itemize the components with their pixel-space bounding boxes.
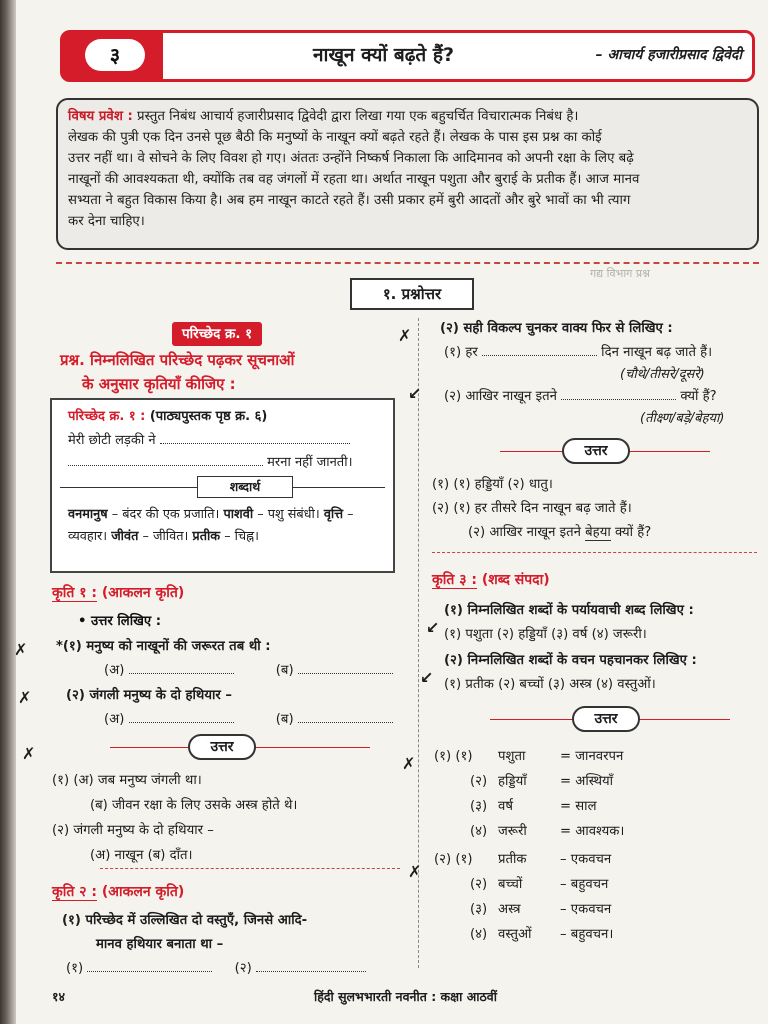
synonym-word: हड्डियाँ — [498, 774, 527, 789]
chapter-author: – आचार्य हजारीप्रसाद द्विवेदी — [595, 47, 742, 63]
mcq-q2-start: (२) आखिर नाखून इतने — [444, 389, 557, 404]
glossary-meaning: – व्यवहार। — [68, 507, 354, 544]
passage-heading-label: परिच्छेद क्र. १ : — [68, 409, 146, 424]
kriti-1-answer-1b: (ब) जीवन रक्षा के लिए उसके अस्त्र होते थे। — [90, 798, 298, 813]
kriti-1-q2: (२) जंगली मनुष्य के दो हथियार – — [66, 688, 233, 703]
vachan-number: (४) — [470, 927, 488, 942]
book-spine — [0, 0, 16, 1024]
glossary — [68, 504, 390, 547]
intro-line: कर देना चाहिए। — [68, 214, 145, 229]
mcq-q1-options: (चौथे/तीसरे/दूसरे) — [620, 367, 705, 382]
kriti-3-q2-words: (१) प्रतीक (२) बच्चों (३) अस्त्र (४) वस्तुओं। — [444, 677, 656, 692]
glossary-term: वनमानुष — [68, 507, 108, 522]
synonym-row — [434, 821, 624, 839]
kriti-divider — [100, 868, 400, 869]
kriti-1-answer-1: (१) (अ) जब मनुष्य जंगली था। — [52, 773, 202, 788]
answer-line-3-end: क्यों हैं? — [610, 525, 652, 540]
answer-label: उत्तर — [562, 438, 630, 464]
vachan-answer: – बहुवचन — [560, 877, 609, 892]
answer-label: उत्तर — [188, 734, 256, 760]
page-number: १४ — [52, 989, 66, 1004]
passage-box — [50, 398, 395, 573]
chapter-header — [60, 30, 755, 82]
kriti-2-label: कृति २ : — [52, 884, 97, 900]
vachan-number: (२) — [470, 877, 488, 892]
blank-label-1: (१) — [66, 961, 84, 976]
synonym-answer: = जानवरपन — [560, 749, 624, 764]
answer-blank — [256, 960, 366, 972]
glossary-term: पाशवी — [223, 507, 254, 522]
pen-tick-mark: ✗ — [408, 862, 422, 881]
glossary-meaning: – चिह्न। — [220, 528, 259, 544]
kriti-2-heading — [52, 882, 184, 901]
vachan-answer: – एकवचन — [560, 852, 612, 867]
mcq-q1-start: (१) हर — [444, 345, 478, 360]
vachan-word: अस्त्र — [498, 902, 521, 917]
synonym-word: पशुता — [498, 749, 526, 764]
vachan-number: (३) — [470, 902, 488, 917]
answer-blank — [87, 960, 212, 972]
pen-tick-mark: ↙ — [408, 384, 422, 403]
kriti-3-q1: (१) निम्नलिखित शब्दों के पर्यायवाची शब्द लिखिए : — [444, 603, 694, 618]
glossary-term: वृत्ति — [323, 507, 344, 522]
intro-lead: विषय प्रवेश : — [68, 109, 133, 124]
pen-tick-mark: ✗ — [18, 688, 32, 707]
kriti-3-label: कृति ३ : — [432, 572, 477, 588]
section-divider — [56, 262, 759, 264]
kriti-1-q1: *(१) मनुष्य को नाखूनों की जरूरत तब थी : — [56, 639, 271, 654]
passage-line-2 — [68, 452, 353, 470]
vachan-row — [434, 849, 611, 867]
answer-blank — [298, 662, 393, 674]
synonym-answer: = आवश्यक। — [560, 824, 625, 839]
kriti-2-blanks — [66, 958, 366, 976]
vachan-word: प्रतीक — [498, 852, 527, 867]
intro-line: प्रस्तुत निबंध आचार्य हजारीप्रसाद द्विवेदी द्वारा लिखा गया एक बहुचर्चित विचारात्मक निबंध है। — [132, 109, 579, 124]
passage-line-2-text: मरना नहीं जानती। — [267, 455, 353, 470]
glossary-term: प्रतीक — [192, 528, 221, 544]
vachan-word: वस्तुओं — [498, 927, 532, 942]
kriti-divider — [432, 552, 757, 553]
answer-blank — [129, 662, 234, 674]
glossary-meaning: – पशु संबंधी। — [253, 507, 320, 522]
kriti-1-label: कृति १ : — [52, 585, 97, 601]
glossary-meaning: – बंदर की एक प्रजाति। — [107, 507, 220, 522]
intro-line: लेखक की पुत्री एक दिन उनसे पूछ बैठी कि मनुष्यों के नाखून क्यों बढ़ते रहते हैं। लेखक के पास इस प्रश्न का कोई — [68, 130, 602, 145]
glossary-tag: शब्दार्थ — [197, 476, 293, 498]
intro-line: नाखूनों की आवश्यकता थी, क्योंकि तब वह जंगलों में रहता था। अर्थात नाखून पशुता और बुराई के प्रतीक हैं। आज मानव — [68, 172, 640, 187]
blank-label-2: (२) — [234, 961, 252, 976]
answer-divider-3 — [490, 706, 730, 734]
synonym-word: वर्ष — [498, 799, 513, 814]
answer-blank — [129, 711, 234, 723]
vachan-word: बच्चों — [498, 877, 523, 892]
answer-blank — [561, 388, 676, 400]
vachan-answer: – बहुवचन। — [560, 927, 614, 942]
mcq-q2-end: क्यों हैं? — [680, 389, 717, 404]
vachan-number: (२) (१) — [434, 852, 473, 867]
kriti-2-q1b: मानव हथियार बनाता था – — [96, 937, 224, 952]
synonym-answer: = साल — [560, 799, 597, 814]
mcq-q1-end: दिन नाखून बढ़ जाते हैं। — [601, 345, 713, 360]
kriti-2-sub: (आकलन कृति) — [97, 884, 185, 900]
blank-label-a: (अ) — [104, 712, 125, 727]
answer-divider-1 — [110, 734, 370, 762]
kriti-1-sub: (आकलन कृति) — [97, 585, 185, 601]
mcq-heading: (२) सही विकल्प चुनकर वाक्य फिर से लिखिए : — [440, 321, 673, 336]
pen-tick-mark: ✗ — [14, 640, 28, 659]
answer-line-3 — [468, 522, 651, 540]
ellipsis-dots — [160, 432, 350, 444]
kriti-3-sub: (शब्द संपदा) — [477, 572, 550, 588]
kriti-3-q1-words: (१) पशुता (२) हड्डियाँ (३) वर्ष (४) जरूरी। — [444, 627, 647, 642]
answer-line-1: (१) (१) हड्डियाँ (२) धातु। — [432, 477, 553, 492]
passage-line-1-text: मेरी छोटी लड़की ने — [68, 433, 156, 448]
section-title: १. प्रश्नोत्तर — [350, 278, 474, 310]
kriti-1-q1-blanks — [104, 660, 393, 678]
chapter-number: ३ — [85, 39, 145, 71]
synonym-number: (२) — [470, 774, 488, 789]
passage-tag: परिच्छेद क्र. १ — [172, 322, 262, 346]
mcq-q1 — [444, 342, 712, 360]
passage-heading — [68, 406, 267, 424]
vachan-answer: – एकवचन — [560, 902, 612, 917]
answer-divider-2 — [500, 438, 710, 466]
intro-line: सभ्यता ने बहुत विकास किया है। अब हम नाखून काटते रहते हैं। उसी प्रकार हमें बुरी आदतों और बुरे भावों का भी त्याग — [68, 193, 631, 208]
pen-tick-mark: ↙ — [426, 618, 440, 637]
kriti-1-heading — [52, 583, 184, 602]
mcq-q2-options: (तीक्ष्ण/बड़े/बेहया) — [640, 411, 725, 426]
intro-box — [56, 98, 759, 250]
ellipsis-dots — [68, 454, 263, 466]
answer-label: उत्तर — [572, 706, 640, 732]
book-title: हिंदी सुलभभारती नवनीत : कक्षा आठवीं — [314, 989, 497, 1004]
answer-underlined: बेहया — [585, 525, 611, 540]
synonym-row — [434, 746, 623, 764]
kriti-1-answer-2: (२) जंगली मनुष्य के दो हथियार – — [52, 823, 214, 838]
chapter-title: नाखून क्यों बढ़ते हैं? — [313, 44, 454, 66]
glossary-term: जीवंत — [111, 528, 139, 544]
kriti-3-q2: (२) निम्नलिखित शब्दों के वचन पहचानकर लिखिए : — [444, 653, 697, 668]
synonym-number: (१) (१) — [434, 749, 473, 764]
vachan-row — [434, 899, 611, 917]
pen-tick-mark: ✗ — [402, 754, 416, 773]
kriti-2-q1: (१) परिच्छेद में उल्लिखित दो वस्तुएँ, जिनसे आदि- — [62, 913, 308, 928]
intro-line: उत्तर नहीं था। वे सोचने के लिए विवश हो गए। अंततः उन्होंने निष्कर्ष निकाला कि आदिमानव को अपनी रक्षा के लिए बढ़े — [68, 151, 634, 166]
pen-tick-mark: ↙ — [420, 668, 434, 687]
answer-line-2: (२) (१) हर तीसरे दिन नाखून बढ़ जाते हैं। — [432, 501, 632, 516]
vachan-row — [434, 874, 608, 892]
synonym-number: (३) — [470, 799, 488, 814]
synonym-answer: = अस्थियाँ — [560, 774, 614, 789]
answer-blank — [298, 711, 393, 723]
kriti-1-q2-blanks — [104, 709, 393, 727]
passage-line-1 — [68, 430, 350, 448]
vachan-row — [434, 924, 613, 942]
blank-label-b: (ब) — [275, 712, 294, 727]
passage-heading-ref: (पाठ्यपुस्तक पृष्ठ क्र. ६) — [145, 409, 268, 424]
kriti-1-instruction: • उत्तर लिखिए : — [78, 614, 162, 629]
answer-blank — [482, 344, 597, 356]
mcq-q2 — [444, 386, 717, 404]
kriti-1-answer-2b: (अ) नाखून (ब) दाँत। — [90, 848, 193, 863]
question-heading-2: के अनुसार कृतियाँ कीजिए : — [82, 375, 236, 393]
question-heading: प्रश्न. निम्नलिखित परिच्छेद पढ़कर सूचनाओं — [60, 351, 295, 369]
pen-tick-mark: ✗ — [22, 744, 36, 763]
pen-tick-mark: ✗ — [398, 326, 412, 345]
synonym-row — [434, 796, 597, 814]
synonym-word: जरूरी — [498, 824, 527, 839]
answer-line-3-start: (२) आखिर नाखून इतने — [468, 525, 586, 540]
blank-label-b: (ब) — [275, 663, 294, 678]
synonym-row — [434, 771, 613, 789]
chapter-number-box — [63, 33, 163, 79]
glossary-meaning: – जीवित। — [138, 528, 189, 544]
blank-label-a: (अ) — [104, 663, 125, 678]
kriti-3-heading — [432, 570, 550, 589]
synonym-number: (४) — [470, 824, 488, 839]
watermark: गद्य विभाग प्रश्न — [590, 267, 650, 280]
